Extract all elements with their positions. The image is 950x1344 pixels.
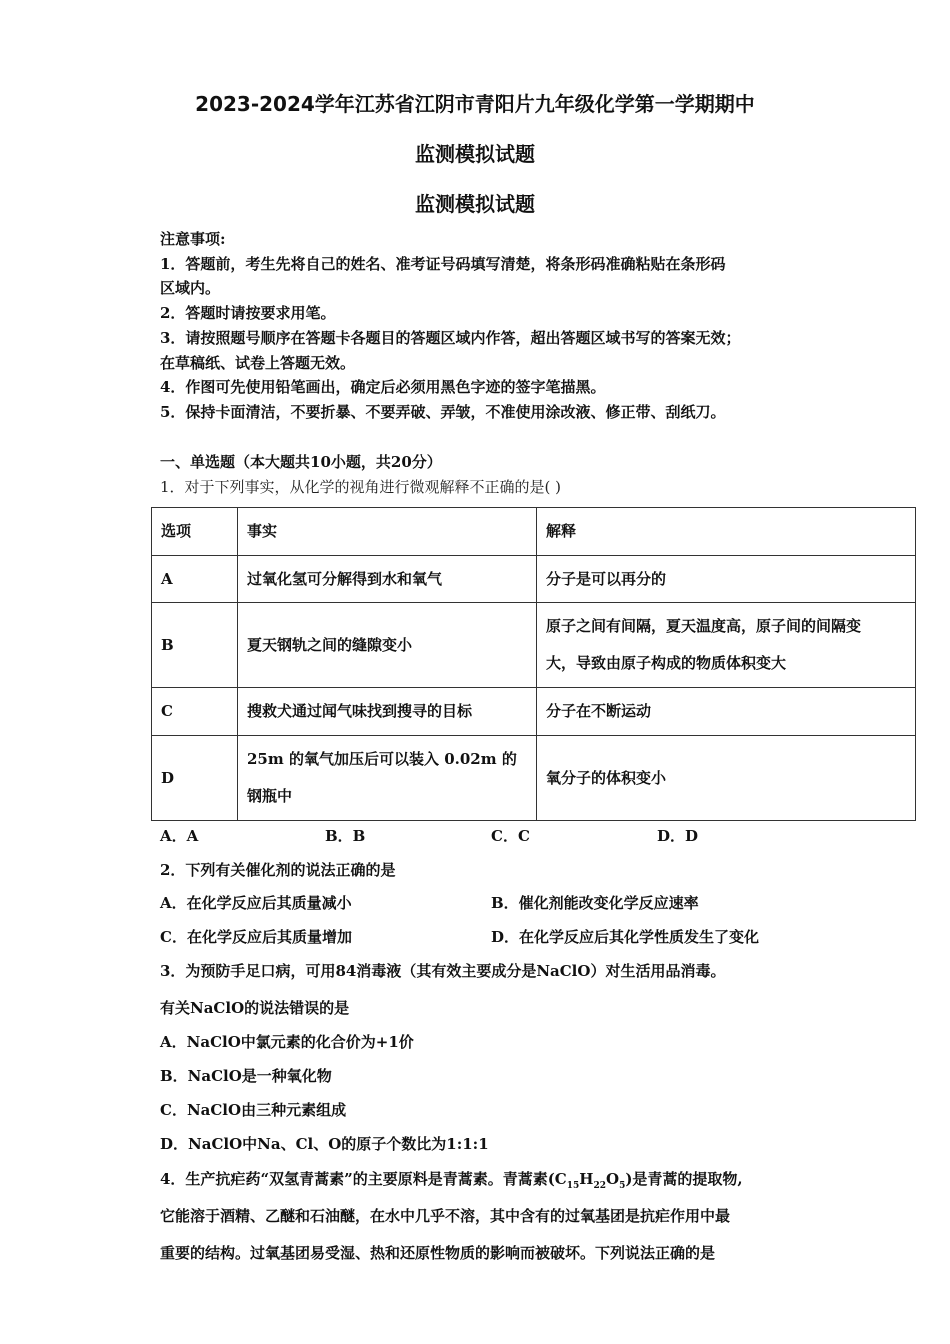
question-4-stem: 重要的结构。过氧基团易受湿、热和还原性物质的影响而被破坏。下列说法正确的是	[160, 1244, 716, 1262]
row-explain-line: 原子之间有间隔，夏天温度高，原子间的间隔变	[546, 617, 862, 635]
q1-option-b: B．B	[325, 827, 366, 845]
row-fact: 夏天钢轨之间的缝隙变小	[238, 603, 537, 688]
header-explain: 解释	[537, 508, 916, 556]
row-explain: 分子是可以再分的	[537, 556, 916, 603]
row-option: C	[152, 688, 238, 736]
question-2-stem: 2．下列有关催化剂的说法正确的是	[160, 861, 396, 879]
table-row	[152, 736, 916, 821]
question-3-stem: 有关NaClO的说法错误的是	[160, 999, 350, 1017]
q3-option-d: D．NaClO中Na、Cl、O的原子个数比为1:1:1	[160, 1135, 489, 1153]
question-1-table	[151, 507, 916, 821]
question-4-stem: 它能溶于酒精、乙醚和石油醚，在水中几乎不溶，其中含有的过氧基团是抗疟作用中最	[160, 1207, 731, 1225]
q1-option-a: A．A	[160, 827, 199, 845]
notice-item: 区域内。	[160, 279, 221, 297]
row-fact-line: 25m 的氧气加压后可以装入 0.02m 的	[247, 750, 517, 768]
header-option: 选项	[152, 508, 238, 556]
row-explain	[537, 603, 916, 688]
notice-item: 5．保持卡面清洁，不要折暴、不要弄破、弄皱，不准使用涂改液、修正带、刮纸刀。	[160, 403, 726, 421]
q3-option-a: A．NaClO中氯元素的化合价为+1价	[160, 1033, 414, 1051]
q2-option-d: D．在化学反应后其化学性质发生了变化	[491, 928, 760, 946]
q3-option-b: B．NaClO是一种氧化物	[160, 1067, 332, 1085]
row-option: D	[152, 736, 238, 821]
question-4-stem: 4．生产抗疟药“双氢青蒿素”的主要原料是青蒿素。青蒿素$(C_{15}H_{22}O_5)$是青蒿的提取物,	[160, 1170, 743, 1191]
row-option: B	[152, 603, 238, 688]
row-explain: 氧分子的体积变小	[537, 736, 916, 821]
exam-title-line3: 监测模拟试题	[415, 192, 535, 216]
q1-option-d: D．D	[657, 827, 699, 845]
row-explain: 分子在不断运动	[537, 688, 916, 736]
q2-option-b: B．催化剂能改变化学反应速率	[491, 894, 699, 912]
q3-option-c: C．NaClO由三种元素组成	[160, 1101, 347, 1119]
question-1-stem: 1．对于下列事实，从化学的视角进行微观解释不正确的是( )	[160, 478, 562, 496]
q2-option-a: A．在化学反应后其质量减小	[160, 894, 352, 912]
row-option: A	[152, 556, 238, 603]
exam-title-line2: 监测模拟试题	[415, 142, 535, 166]
notice-item: 2．答题时请按要求用笔。	[160, 304, 336, 322]
header-fact: 事实	[238, 508, 537, 556]
row-fact: 过氧化氢可分解得到水和氧气	[238, 556, 537, 603]
q1-option-c: C．C	[491, 827, 530, 845]
exam-title-line1: 2023-2024学年江苏省江阴市青阳片九年级化学第一学期期中	[195, 92, 755, 116]
section-heading: 一、单选题（本大题共10小题，共20分）	[160, 453, 442, 471]
row-fact	[238, 736, 537, 821]
table-row	[152, 688, 916, 736]
notice-item: 在草稿纸、试卷上答题无效。	[160, 354, 356, 372]
q2-option-c: C．在化学反应后其质量增加	[160, 928, 352, 946]
notice-item: 4．作图可先使用铅笔画出，确定后必须用黑色字迹的签字笔描黑。	[160, 378, 606, 396]
table-row	[152, 603, 916, 688]
notice-item: 1．答题前，考生先将自己的姓名、准考证号码填写清楚，将条形码准确粘贴在条形码	[160, 255, 726, 273]
row-fact-line: 钢瓶中	[247, 787, 293, 805]
row-fact: 搜救犬通过闻气味找到搜寻的目标	[238, 688, 537, 736]
row-explain-line: 大，导致由原子构成的物质体积变大	[546, 654, 787, 672]
notice-heading: 注意事项:	[160, 230, 226, 248]
notice-item: 3．请按照题号顺序在答题卡各题目的答题区域内作答，超出答题区域书写的答案无效；	[160, 329, 741, 347]
table-header-row	[152, 508, 916, 556]
table-row	[152, 556, 916, 603]
question-3-stem: 3．为预防手足口病，可用84消毒液（其有效主要成分是NaClO）对生活用品消毒。	[160, 962, 726, 980]
